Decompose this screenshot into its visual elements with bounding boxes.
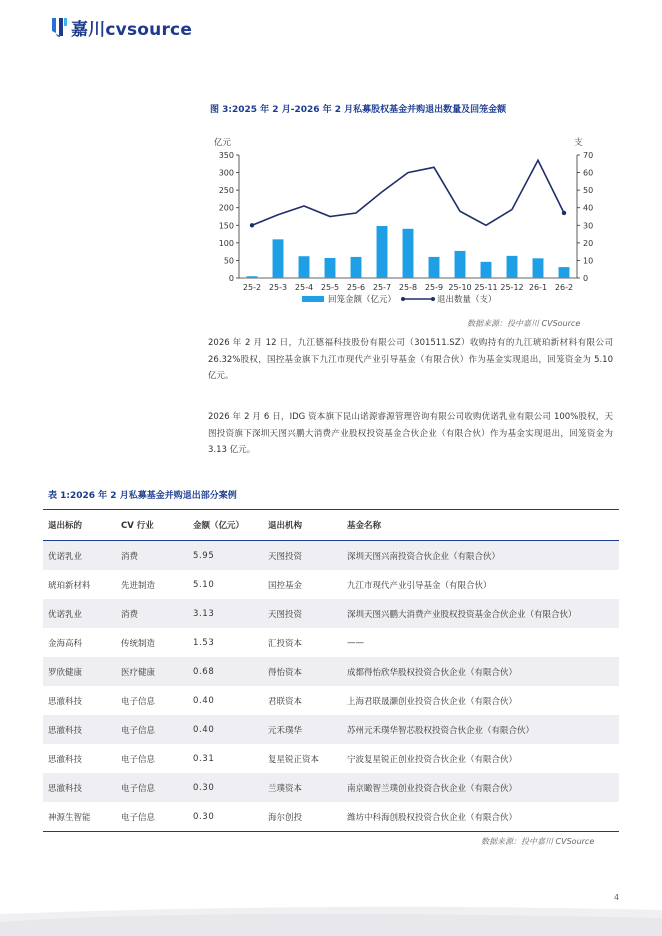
- table-source: 数据来源：投中嘉川 CVSource: [481, 837, 595, 846]
- table-row: [43, 657, 619, 686]
- y-tick-label-left: 0: [228, 274, 234, 283]
- legend-line-marker: [431, 297, 435, 301]
- legend-line-label: 退出数量（支）: [437, 295, 497, 305]
- cell-amount: 0.68: [188, 657, 263, 686]
- paragraph-2: 2026 年 2 月 6 日，IDG 资本旗下昆山诺源睿源管理咨询有限公司收购优诺乳业有限公司 100%股权，天图投资旗下深圳天图兴鹏大消费产业股权投资基金合伙企业（有限合伙）作为基金实现退出，回笼资金为 3.13 亿元。: [208, 412, 613, 455]
- logo-text: 嘉川cvsource: [71, 19, 193, 40]
- cell-fund: ——: [347, 637, 364, 648]
- table-row: [43, 686, 619, 715]
- cell-fund: 深圳天图兴鹏大消费产业股权投资基金合伙企业（有限合伙）: [342, 599, 619, 628]
- cell-institution: 复星锐正资本: [268, 754, 320, 765]
- x-tick-label: 25-12: [500, 283, 524, 292]
- paragraph-1: 2026 年 2 月 12 日，九江德福科技股份有限公司（301511.SZ）收购持有的九江琥珀新材料有限公司 26.32%股权，国控基金旗下九江市现代产业引导基金（有限合伙）作为基金实现退出，回笼资金为 5.10 亿元。: [208, 338, 613, 381]
- table-row: [43, 802, 619, 832]
- y-tick-label-left: 100: [218, 238, 234, 248]
- cell-target: 思澈科技: [48, 696, 83, 707]
- figure-title: 图 3:2025 年 2 月-2026 年 2 月私募股权基金并购退出数量及回笼金额: [210, 105, 507, 115]
- cell-fund: 宁波复星锐正创业投资合伙企业（有限合伙）: [347, 754, 518, 765]
- table-row: [43, 628, 619, 657]
- x-tick-label: 25-2: [242, 283, 262, 292]
- cell-fund: 南京瞰智兰璞创业投资合伙企业（有限合伙）: [342, 773, 619, 802]
- table-row: [43, 570, 619, 599]
- column-header: 退出机构: [263, 510, 342, 541]
- y-axis-right-label: 支: [574, 138, 583, 148]
- bar-amount: [455, 251, 466, 278]
- y-tick-label-right: 70: [583, 151, 594, 160]
- x-tick-label: 25-5: [320, 283, 340, 292]
- cell-industry: 传统制造: [121, 638, 156, 649]
- exit-chart: [210, 130, 610, 310]
- bar-amount: [481, 262, 492, 278]
- cell-target: 神源生智能: [48, 812, 91, 823]
- cell-institution: 天图投资: [263, 541, 342, 571]
- cell-fund: 上海君联晟灏创业投资合伙企业（有限合伙）: [347, 696, 518, 707]
- y-tick-label-right: 60: [583, 168, 594, 178]
- cell-amount: 0.30: [188, 773, 263, 802]
- line-point: [250, 223, 254, 227]
- cell-target: 金海高科: [48, 638, 83, 649]
- bar-amount: [507, 256, 518, 278]
- cell-amount: 0.40: [188, 715, 263, 744]
- y-tick-label-right: 10: [583, 256, 594, 266]
- cvsource-logo-mark-icon: [51, 16, 68, 38]
- cell-institution: 天图投资: [263, 599, 342, 628]
- cell-institution: 元禾璞华: [263, 715, 342, 744]
- cell-amount: 5.10: [193, 579, 215, 590]
- figure-source: 数据来源：投中嘉川 CVSource: [467, 319, 581, 328]
- y-tick-label-right: 30: [583, 221, 594, 231]
- line-point: [562, 211, 566, 215]
- y-tick-label-left: 200: [218, 203, 234, 213]
- cell-amount: 3.13: [188, 599, 263, 628]
- cell-industry: 电子信息: [121, 754, 156, 765]
- cell-institution: 君联资本: [268, 696, 303, 707]
- bar-amount: [273, 239, 284, 278]
- cell-fund: 潍坊中科海创股权投资合伙企业（有限合伙）: [347, 812, 518, 823]
- bar-amount: [299, 256, 310, 278]
- y-tick-label-left: 350: [218, 151, 234, 160]
- bar-amount: [403, 229, 414, 278]
- y-tick-label-right: 20: [583, 238, 594, 248]
- cell-institution: 海尔创投: [268, 812, 303, 823]
- cell-amount: 0.31: [193, 753, 215, 764]
- cell-target: 优诺乳业: [43, 599, 116, 628]
- brand-logo: [51, 14, 192, 40]
- table-row: [43, 715, 619, 744]
- cell-target: 罗欣健康: [43, 657, 116, 686]
- x-tick-label: 25-6: [346, 283, 366, 292]
- table-row: [43, 541, 619, 571]
- cell-industry: 电子信息: [121, 812, 156, 823]
- bar-amount: [325, 258, 336, 278]
- cell-amount: 1.53: [193, 637, 215, 648]
- cell-industry: 消费: [116, 599, 188, 628]
- bar-amount: [247, 276, 258, 278]
- x-tick-label: 25-4: [294, 283, 314, 292]
- bar-amount: [429, 257, 440, 278]
- legend-bar-swatch: [302, 296, 324, 302]
- x-tick-label: 25-10: [448, 283, 472, 292]
- cell-institution: 汇投资本: [268, 638, 303, 649]
- x-tick-label: 26-1: [528, 283, 548, 292]
- y-tick-label-left: 50: [223, 256, 234, 266]
- line-exit-count: [252, 160, 564, 225]
- column-header: CV 行业: [116, 510, 188, 541]
- y-tick-label-right: 0: [583, 274, 589, 283]
- cell-fund: 成都得怡欣华股权投资合伙企业（有限合伙）: [342, 657, 619, 686]
- cell-industry: 医疗健康: [116, 657, 188, 686]
- legend-bar-label: 回笼金额（亿元）: [328, 295, 397, 305]
- x-tick-label: 26-2: [554, 283, 574, 292]
- x-tick-label: 25-7: [372, 283, 392, 292]
- cell-industry: 消费: [116, 541, 188, 571]
- column-header: 金额（亿元）: [188, 510, 263, 541]
- cell-amount: 0.30: [193, 811, 215, 822]
- bar-amount: [533, 258, 544, 278]
- cell-target: 思澈科技: [43, 715, 116, 744]
- bar-amount: [559, 267, 570, 278]
- cell-fund: 深圳天图兴南投资合伙企业（有限合伙）: [342, 541, 619, 571]
- cell-institution: 国控基金: [268, 580, 303, 591]
- table-row: [43, 599, 619, 628]
- cell-institution: 得怡资本: [263, 657, 342, 686]
- cell-amount: 0.40: [193, 695, 215, 706]
- bar-amount: [351, 257, 362, 278]
- y-axis-left-label: 亿元: [214, 138, 232, 148]
- y-tick-label-left: 150: [218, 221, 234, 231]
- table-title: 表 1:2026 年 2 月私募基金并购退出部分案例: [48, 491, 237, 501]
- cell-fund: 苏州元禾璞华智芯股权投资合伙企业（有限合伙）: [342, 715, 619, 744]
- cell-target: 优诺乳业: [43, 541, 116, 571]
- x-tick-label: 25-8: [398, 283, 418, 292]
- table-header-row: [43, 510, 619, 541]
- footer-decoration: [0, 900, 662, 936]
- x-tick-label: 25-9: [424, 283, 444, 292]
- legend-line-marker: [401, 297, 405, 301]
- x-tick-label: 25-11: [474, 283, 498, 292]
- cell-target: 思澈科技: [48, 754, 83, 765]
- y-tick-label-right: 40: [583, 203, 594, 213]
- y-tick-label-left: 250: [218, 186, 234, 196]
- cell-industry: 电子信息: [116, 773, 188, 802]
- column-header: 退出标的: [43, 510, 116, 541]
- cell-amount: 5.95: [188, 541, 263, 571]
- column-header: 基金名称: [342, 510, 619, 541]
- table-row: [43, 744, 619, 773]
- cell-target: 思澈科技: [43, 773, 116, 802]
- y-tick-label-left: 300: [218, 168, 234, 178]
- cell-institution: 兰璞资本: [263, 773, 342, 802]
- page-number: 4: [614, 893, 620, 902]
- table-row: [43, 773, 619, 802]
- y-tick-label-right: 50: [583, 186, 594, 196]
- cell-fund: 九江市现代产业引导基金（有限合伙）: [347, 580, 492, 591]
- cell-industry: 先进制造: [121, 580, 156, 591]
- cell-industry: 电子信息: [121, 696, 156, 707]
- bar-amount: [377, 226, 388, 278]
- x-tick-label: 25-3: [268, 283, 288, 292]
- exit-cases-table: [43, 509, 619, 832]
- cell-target: 琥珀新材料: [48, 580, 91, 591]
- cell-industry: 电子信息: [116, 715, 188, 744]
